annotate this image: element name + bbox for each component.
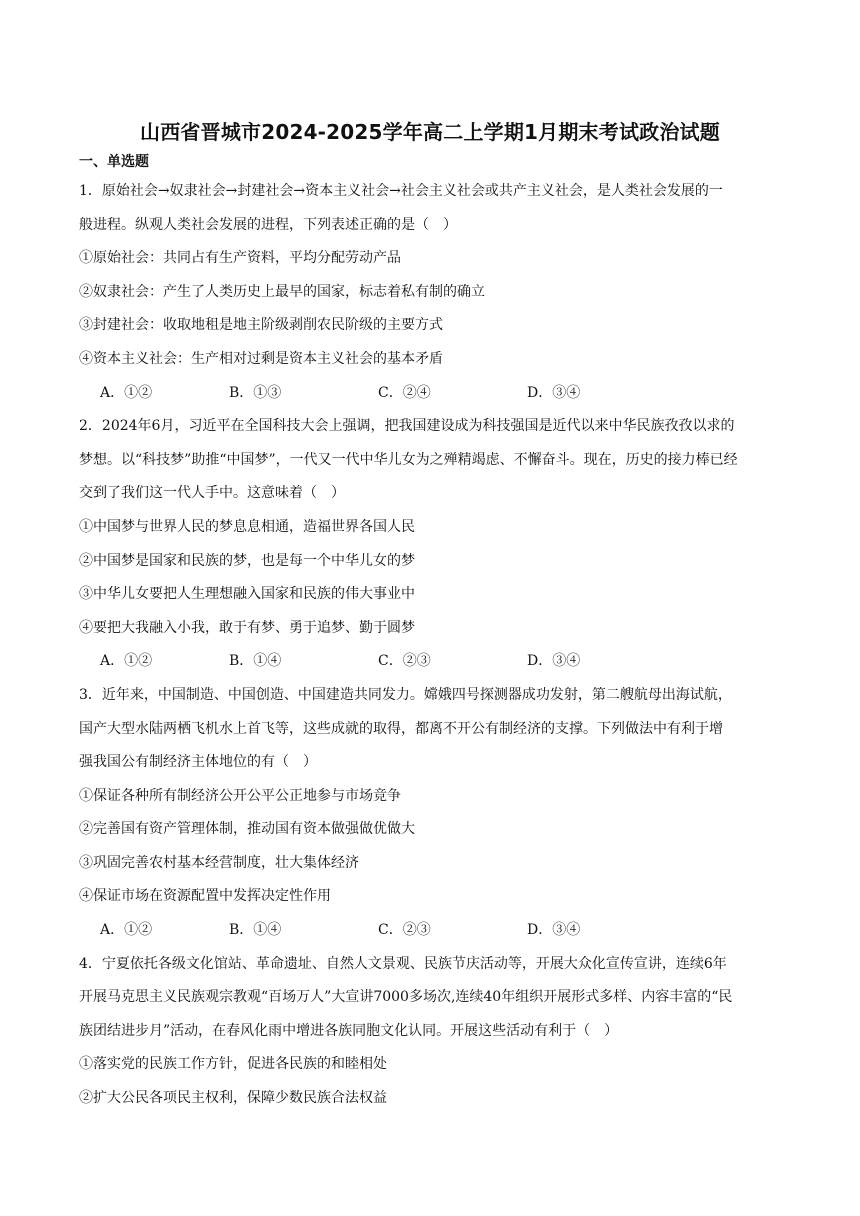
statement-item: ①中国梦与世界人民的梦息息相通，造福世界各国人民 [79,518,415,535]
question-stem-line: 2．2024年6月，习近平在全国科技大会上强调，把我国建设成为科技强国是近代以来中华民族孜孜以求的 [79,418,735,435]
question-stem-line: 般进程。纵观人类社会发展的进程，下列表述正确的是（ ） [79,216,457,233]
option-d: D．③④ [527,384,581,401]
statement-item: ②中国梦是国家和民族的梦，也是每一个中华儿女的梦 [79,552,415,569]
statement-item: ②完善国有资产管理体制，推动国有资本做强做优做大 [79,821,415,838]
option-a: A．①② [100,653,153,670]
question-stem-line: 国产大型水陆两栖飞机水上首飞等，这些成就的取得，都离不开公有制经济的支撑。下列做法中有利于增 [79,720,723,737]
statement-item: ②扩大公民各项民主权利，保障少数民族合法权益 [79,1090,387,1107]
answer-options [79,645,787,679]
question-stem-line: 族团结进步月”活动，在春风化雨中增进各族同胞文化认同。开展这些活动有利于（ ） [79,1022,619,1039]
question-stem-line: 强我国公有制经济主体地位的有（ ） [79,754,317,771]
question-1 [79,175,787,410]
statement-item: ③中华儿女要把人生理想融入国家和民族的伟大事业中 [79,586,415,603]
answer-options [79,377,787,411]
statement-item: ④要把大我融入小我，敢于有梦、勇于追梦、勤于圆梦 [79,619,415,636]
question-4 [79,948,787,1116]
option-a: A．①② [100,922,153,939]
question-list [79,175,787,1116]
option-b: B．①③ [229,384,282,401]
option-d: D．③④ [527,922,581,939]
question-stem-line: 交到了我们这一代人手中。这意味着（ ） [79,485,345,502]
option-b: B．①④ [229,653,282,670]
question-stem-line: 1．原始社会→奴隶社会→封建社会→资本主义社会→社会主义社会或共产主义社会，是人类社会发展的一 [79,183,723,199]
question-stem-line: 4．宁夏依托各级文化馆站、革命遗址、自然人文景观、民族节庆活动等，开展大众化宣传宣讲，连续6年 [79,955,727,972]
statement-item: ①原始社会：共同占有生产资料，平均分配劳动产品 [79,250,401,267]
statement-item: ①保证各种所有制经济公开公平公正地参与市场竞争 [79,787,401,804]
option-c: C．②③ [378,922,431,939]
section-heading: 一、单选题 [79,154,149,170]
question-stem-line: 开展马克思主义民族观宗教观“百场万人”大宣讲7000多场次,连续40年组织开展形式多样、内容丰富的“民 [79,989,733,1006]
option-b: B．①④ [229,922,282,939]
exam-title: 山西省晋城市2024-2025学年高二上学期1月期末考试政治试题 [140,120,720,144]
option-c: C．②③ [378,653,431,670]
question-3 [79,679,787,948]
statement-item: ①落实党的民族工作方针，促进各民族的和睦相处 [79,1056,387,1073]
statement-item: ③封建社会：收取地租是地主阶级剥削农民阶级的主要方式 [79,317,443,334]
option-c: C．②④ [378,384,431,401]
question-2 [79,410,787,679]
statement-item: ②奴隶社会：产生了人类历史上最早的国家，标志着私有制的确立 [79,283,485,300]
question-stem-line: 梦想。以“科技梦”助推“中国梦”，一代又一代中华儿女为之殚精竭虑、不懈奋斗。现在，历史的接力棒已经 [79,451,738,468]
statement-item: ④保证市场在资源配置中发挥决定性作用 [79,888,331,905]
statement-item: ③巩固完善农村基本经营制度，壮大集体经济 [79,854,359,871]
question-stem-line: 3．近年来，中国制造、中国创造、中国建造共同发力。嫦娥四号探测器成功发射，第二艘航母出海试航， [79,686,732,703]
statement-item: ④资本主义社会：生产相对过剩是资本主义社会的基本矛盾 [79,350,443,367]
option-d: D．③④ [527,653,581,670]
answer-options [79,914,787,948]
option-a: A．①② [100,384,153,401]
